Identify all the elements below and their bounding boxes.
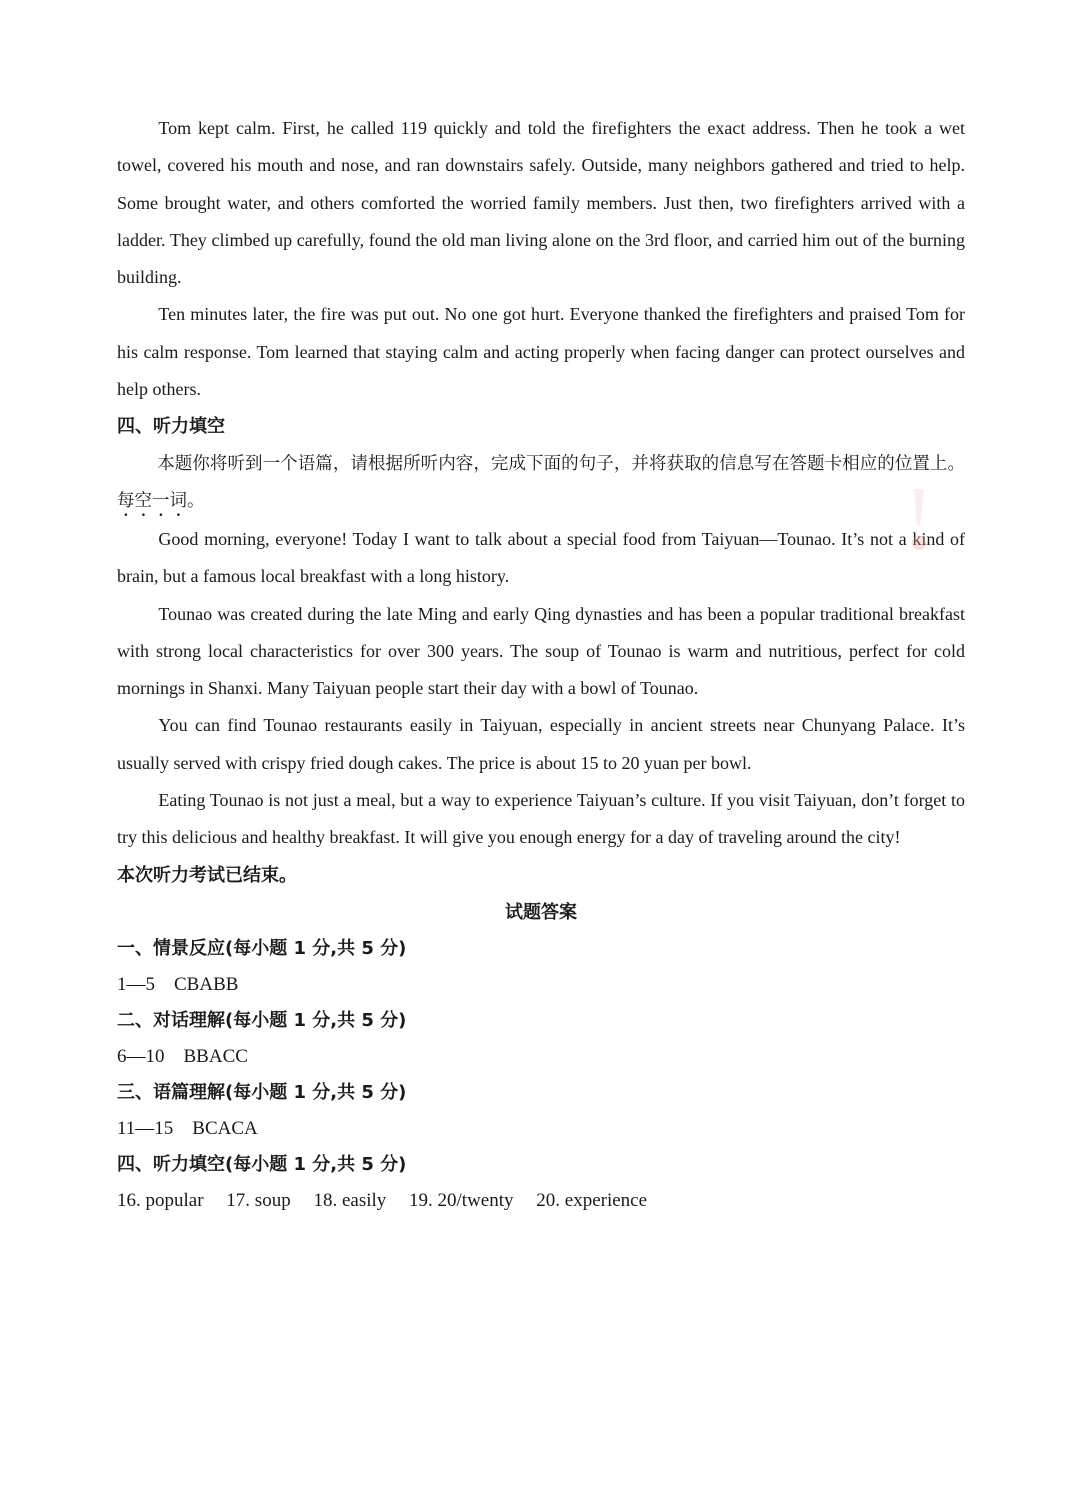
fill-answer-17: 17. soup xyxy=(226,1190,291,1212)
passage-paragraph-1: Tom kept calm. First, he called 119 quickly and told the firefighters the exact address. Then he took a wet towel, covered his mouth and nose, and ran downstairs safely. Outside, many neighbors gathered and tried to help. Some brought water, and others comforted the worried family members. Just then, two firefighters arrived with a ladder. They climbed up carefully, found the old man living alone on the 3rd floor, and carried him out of the burning building. xyxy=(117,118,965,288)
answer-section-2-heading: 二、对话理解(每小题 1 分,共 5 分) xyxy=(117,1010,407,1032)
listening-end-note: 本次听力考试已结束。 xyxy=(117,864,297,886)
listening-paragraph-1: Good morning, everyone! Today I want to talk about a special food from Taiyuan—Tounao. It’s not a kind of brain, but a famous local breakfast with a long history. xyxy=(117,528,965,587)
answers-title: 试题答案 xyxy=(505,901,577,923)
answer-section-3-heading: 三、语篇理解(每小题 1 分,共 5 分) xyxy=(117,1082,407,1104)
passage-paragraph-2: Ten minutes later, the fire was put out. No one got hurt. Everyone thanked the firefighters and praised Tom for his calm response. Tom learned that staying calm and acting properly when facing danger can protect ourselves and help others. xyxy=(117,304,965,400)
answer-section-1-line: 1—5 CBABB xyxy=(117,974,239,996)
listening-paragraph-3: You can find Tounao restaurants easily in Taiyuan, especially in ancient streets near Chunyang Palace. It’s usually served with crispy fried dough cakes. The price is about 15 to 20 yuan per bowl. xyxy=(117,715,965,773)
fill-answer-18: 18. easily xyxy=(313,1190,387,1212)
section-4-heading: 四、听力填空 xyxy=(117,416,225,438)
fill-answer-19: 19. 20/twenty xyxy=(409,1190,514,1212)
document-page xyxy=(117,110,965,1219)
instruction-text: 本题你将听到一个语篇，请根据所听内容，完成下面的句子，并将获取的信息写在答题卡相应的位置上。 xyxy=(157,453,965,474)
answer-section-4-heading: 四、听力填空(每小题 1 分,共 5 分) xyxy=(117,1154,407,1176)
answer-section-4-line xyxy=(117,1183,965,1219)
instruction-emphasis: 每空一词 xyxy=(117,490,187,511)
fill-answer-16: 16. popular xyxy=(117,1190,204,1212)
watermark-exclamation-icon xyxy=(908,485,932,555)
answer-section-2-line: 6—10 BBACC xyxy=(117,1046,248,1068)
instruction-end: 。 xyxy=(187,490,205,511)
fill-answer-20: 20. experience xyxy=(536,1190,648,1212)
answer-section-1-heading: 一、情景反应(每小题 1 分,共 5 分) xyxy=(117,938,407,960)
listening-paragraph-4: Eating Tounao is not just a meal, but a way to experience Taiyuan’s culture. If you visit Taiyuan, don’t forget to try this delicious and healthy breakfast. It will give you enough energy for a day of traveling around the city! xyxy=(117,790,965,848)
section-4-instruction xyxy=(117,446,965,521)
answer-section-3-line: 11—15 BCACA xyxy=(117,1118,258,1140)
listening-paragraph-2: Tounao was created during the late Ming and early Qing dynasties and has been a popular traditional breakfast with strong local characteristics for over 300 years. The soup of Tounao is warm and nutritious, perfect for cold mornings in Shanxi. Many Taiyuan people start their day with a bowl of Tounao. xyxy=(117,603,965,699)
